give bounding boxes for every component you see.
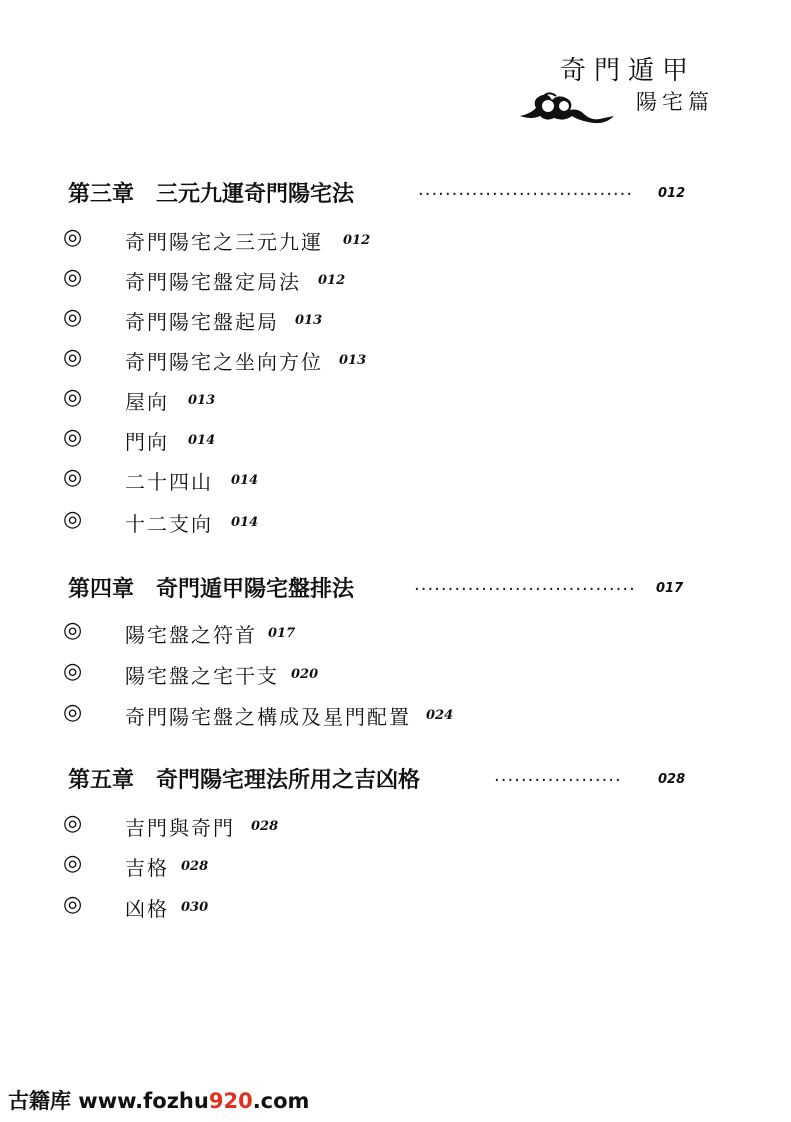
item-page: 014 xyxy=(188,433,216,448)
item-label: 凶格 xyxy=(125,897,169,921)
watermark-prefix: 古籍库 www.fozhu xyxy=(8,1089,209,1113)
bullet-icon: ◎ xyxy=(63,345,83,370)
item-label: 屋向 xyxy=(125,390,169,414)
chapter-4-heading[interactable] xyxy=(68,572,688,602)
item-label: 門向 xyxy=(125,430,169,454)
item-label: 奇門陽宅之坐向方位 xyxy=(125,350,323,374)
item-page: 014 xyxy=(231,515,259,530)
item-page: 028 xyxy=(181,859,209,874)
bullet-icon: ◎ xyxy=(63,811,83,836)
bullet-icon: ◎ xyxy=(63,225,83,250)
item-page: 012 xyxy=(318,273,346,288)
chapter-4-title: 第四章 奇門遁甲陽宅盤排法 xyxy=(68,577,355,602)
item-label: 二十四山 xyxy=(125,470,213,494)
item-page: 024 xyxy=(426,708,454,723)
header-subtitle: 陽宅篇 xyxy=(636,90,714,114)
item-page: 014 xyxy=(231,473,259,488)
bullet-icon: ◎ xyxy=(63,385,83,410)
bullet-icon: ◎ xyxy=(63,305,83,330)
chapter-3-title: 第三章 三元九運奇門陽宅法 xyxy=(68,182,355,207)
bullet-icon: ◎ xyxy=(63,892,83,917)
bullet-icon: ◎ xyxy=(63,851,83,876)
item-label: 奇門陽宅之三元九運 xyxy=(125,230,323,254)
item-label: 奇門陽宅盤起局 xyxy=(125,310,279,334)
item-page: 020 xyxy=(291,667,319,682)
item-page: 030 xyxy=(181,900,209,915)
chapter-4-page: 017 xyxy=(656,581,684,596)
item-page: 013 xyxy=(339,353,367,368)
leader-dots: ................... xyxy=(494,765,622,786)
bullet-icon: ◎ xyxy=(63,265,83,290)
bullet-icon: ◎ xyxy=(63,507,83,532)
chapter-5-page: 028 xyxy=(658,772,686,787)
chapter-5-heading[interactable] xyxy=(68,763,688,793)
item-label: 陽宅盤之宅干支 xyxy=(125,664,279,688)
cloud-ornament-icon xyxy=(518,86,618,126)
watermark-suffix: .com xyxy=(252,1089,310,1113)
item-page: 012 xyxy=(343,233,371,248)
bullet-icon: ◎ xyxy=(63,465,83,490)
bullet-icon: ◎ xyxy=(63,425,83,450)
bullet-icon: ◎ xyxy=(63,618,83,643)
leader-dots: ................................ xyxy=(418,179,634,200)
chapter-3-page: 012 xyxy=(658,186,686,201)
item-page: 013 xyxy=(188,393,216,408)
item-label: 奇門陽宅盤定局法 xyxy=(125,270,301,294)
leader-dots: ................................. xyxy=(414,574,636,595)
item-label: 陽宅盤之符首 xyxy=(125,623,257,647)
chapter-3-heading[interactable] xyxy=(68,177,688,207)
watermark-number: 920 xyxy=(208,1089,253,1113)
item-page: 028 xyxy=(251,819,279,834)
bullet-icon: ◎ xyxy=(63,700,83,725)
site-watermark xyxy=(8,1085,309,1115)
item-page: 013 xyxy=(295,313,323,328)
item-label: 十二支向 xyxy=(125,512,213,536)
chapter-5-title: 第五章 奇門陽宅理法所用之吉凶格 xyxy=(68,768,421,793)
item-page: 017 xyxy=(268,626,296,641)
header-title: 奇門遁甲 xyxy=(560,56,697,86)
item-label: 吉門與奇門 xyxy=(125,816,235,840)
item-label: 吉格 xyxy=(125,856,169,880)
item-label: 奇門陽宅盤之構成及星門配置 xyxy=(125,705,411,729)
bullet-icon: ◎ xyxy=(63,659,83,684)
